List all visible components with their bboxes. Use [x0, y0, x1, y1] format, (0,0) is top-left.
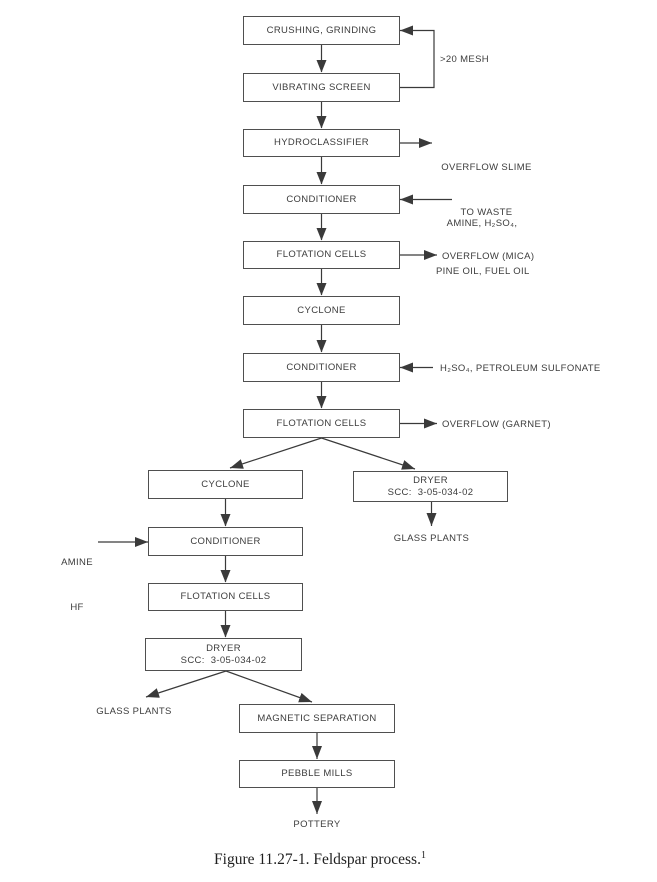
arrowhead [317, 283, 327, 296]
recycle-loop-arrow [400, 31, 434, 88]
arrowhead [317, 116, 327, 129]
process-box-label: CONDITIONER [286, 193, 357, 205]
arrowhead [221, 625, 231, 638]
label-20-mesh: >20 MESH [440, 54, 490, 65]
process-box-dryer-1 [353, 471, 508, 502]
process-box-conditioner-2 [243, 353, 400, 382]
label-amine-hf [52, 525, 102, 645]
process-box-label: MAGNETIC SEPARATION [257, 712, 377, 724]
figure-caption [0, 850, 640, 869]
process-box-label: CYCLONE [297, 304, 346, 316]
arrowhead [317, 172, 327, 185]
process-box-label: DRYER [413, 474, 448, 486]
label-pottery: POTTERY [293, 819, 341, 830]
label-line: AMINE [61, 557, 93, 568]
process-box-conditioner-3 [148, 527, 303, 556]
process-box-hydroclassifier [243, 129, 400, 157]
label-line: AMINE, H₂SO₄, [446, 218, 518, 229]
process-box-label: VIBRATING SCREEN [272, 81, 371, 93]
figure-caption-footnote-ref: 1 [420, 850, 426, 861]
process-box-label: DRYER [206, 642, 241, 654]
figure-caption-text: Figure 11.27-1. Feldspar process. [214, 851, 421, 869]
process-box-label: CYCLONE [201, 478, 250, 490]
arrowhead [317, 396, 327, 409]
label-line: HF [70, 602, 84, 613]
label-h2so4-petroleum-sulfonate: H₂SO₄, PETROLEUM SULFONATE [440, 363, 601, 374]
process-box-scc-code: SCC: 3-05-034-02 [180, 654, 267, 666]
process-box-label: HYDROCLASSIFIER [274, 137, 369, 148]
process-box-vibrating-screen [243, 73, 400, 102]
process-box-label: CONDITIONER [190, 535, 261, 547]
process-box-pebble-mills [239, 760, 395, 788]
process-box-cyclone-1 [243, 296, 400, 325]
arrowhead [221, 570, 231, 583]
arrowhead [221, 514, 231, 527]
process-box-label: FLOTATION CELLS [180, 591, 271, 602]
process-box-flotation-cells-3 [148, 583, 303, 611]
process-box-dryer-2 [145, 638, 302, 671]
label-overflow-mica: OVERFLOW (MICA) [442, 251, 535, 262]
label-line: OVERFLOW SLIME [441, 162, 532, 173]
label-line: TO WASTE [460, 207, 513, 218]
split-left-arrow [230, 438, 322, 468]
process-box-label: FLOTATION CELLS [276, 249, 367, 260]
process-box-label: PEBBLE MILLS [281, 768, 353, 779]
process-box-flotation-cells-1 [243, 241, 400, 269]
process-box-label: CONDITIONER [286, 361, 357, 373]
split-right-arrow [226, 671, 312, 702]
label-overflow-garnet: OVERFLOW (GARNET) [442, 419, 551, 430]
process-box-magnetic-separation [239, 704, 395, 733]
process-box-scc-code: SCC: 3-05-034-02 [387, 486, 474, 498]
arrowhead [317, 60, 327, 73]
process-box-label: FLOTATION CELLS [276, 417, 367, 429]
label-line: PINE OIL, FUEL OIL [436, 266, 530, 277]
label-amine-reagents [436, 184, 528, 312]
split-left-arrow [146, 671, 226, 697]
process-box-flotation-cells-2 [243, 409, 400, 438]
process-box-label: CRUSHING, GRINDING [266, 24, 377, 36]
split-right-arrow [322, 438, 416, 469]
arrowhead [317, 340, 327, 353]
arrowhead [317, 228, 327, 241]
label-glass-plants-right: GLASS PLANTS [393, 533, 470, 544]
process-box-crushing-grinding [243, 16, 400, 45]
process-box-cyclone-2 [148, 470, 303, 499]
label-glass-plants-left: GLASS PLANTS [96, 706, 172, 717]
process-box-conditioner-1 [243, 185, 400, 214]
